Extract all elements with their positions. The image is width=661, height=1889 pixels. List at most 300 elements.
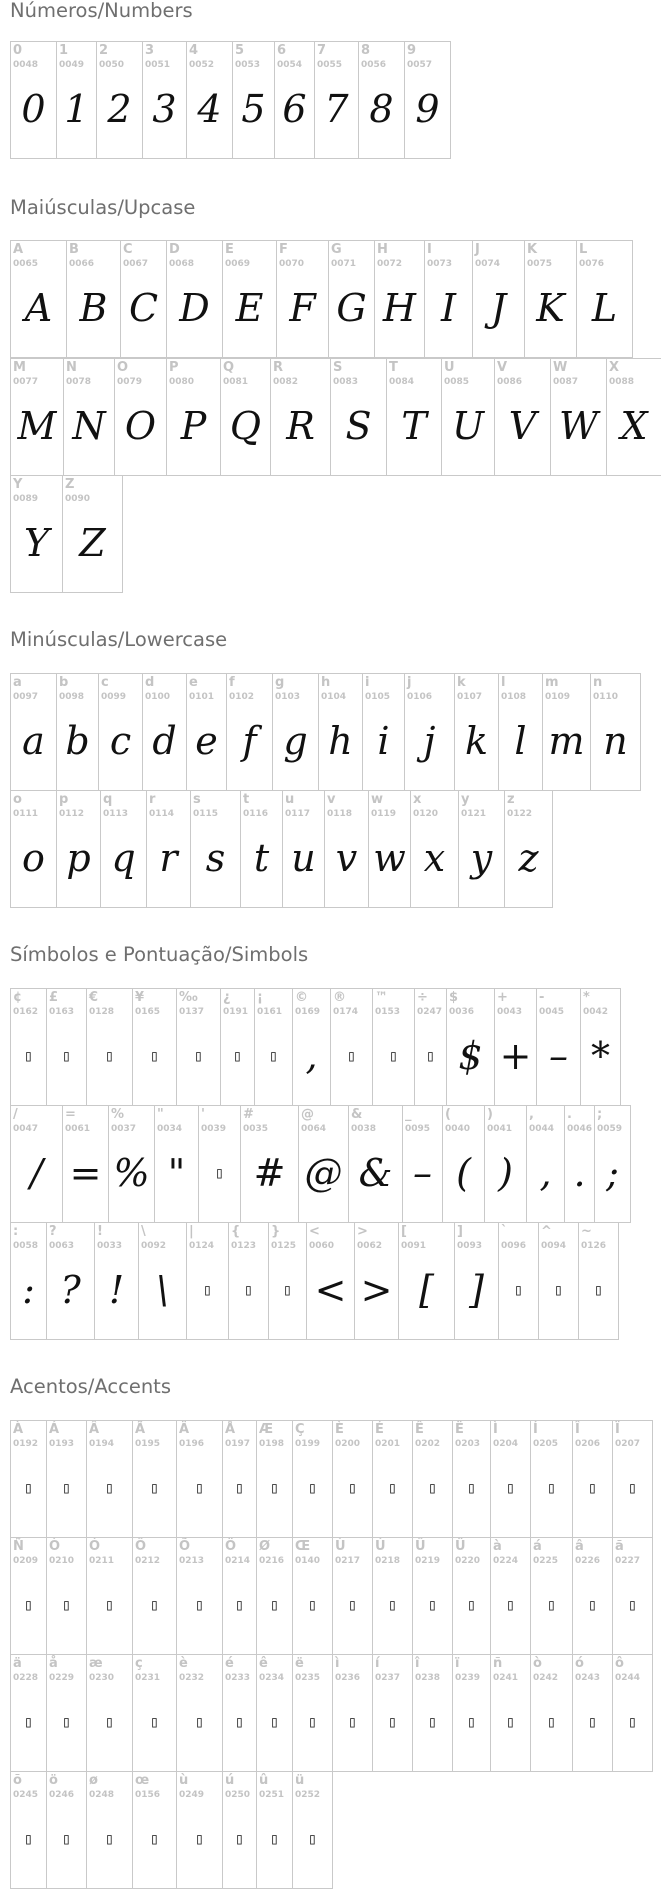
glyph-code-label: 0116 (243, 809, 269, 819)
glyph-code-label: 0052 (189, 60, 215, 70)
glyph-sample: 6 (282, 87, 307, 131)
glyph-code-label: 0090 (65, 494, 91, 504)
glyph-character-label: G (331, 242, 342, 257)
missing-glyph-box: ▯ (104, 1478, 115, 1497)
glyph-sample: B (79, 286, 108, 330)
glyph-character-label: W (553, 360, 568, 375)
glyph-character-label: ã (615, 1539, 624, 1554)
glyph-character-label: R (273, 360, 284, 375)
glyph-character-label: Ú (375, 1539, 386, 1554)
glyph-code-label: 0229 (49, 1673, 75, 1683)
glyph-sample: E (235, 286, 264, 330)
glyph-character-label: % (111, 1107, 125, 1122)
missing-glyph-box: ▯ (387, 1595, 398, 1614)
glyph-code-label: 0238 (415, 1673, 441, 1683)
glyph-code-label: 0093 (457, 1241, 483, 1251)
glyph-character-label: À (13, 1422, 24, 1437)
glyph-code-label: 0057 (407, 60, 433, 70)
glyph-cell (564, 1105, 595, 1223)
glyph-character-label: B (69, 242, 79, 257)
glyph-character-label: H (377, 242, 388, 257)
glyph-code-label: 0247 (417, 1007, 443, 1017)
glyph-cell (10, 1654, 47, 1772)
glyph-sample: h (328, 719, 353, 763)
glyph-sample: k (464, 719, 489, 763)
glyph-character-label: + (497, 990, 508, 1005)
missing-glyph-box: ▯ (234, 1478, 245, 1497)
glyph-sample: v (335, 836, 358, 880)
glyph-cell (372, 988, 415, 1106)
glyph-sample: l (514, 719, 527, 763)
glyph-character-label: ó (575, 1656, 584, 1671)
glyph-character-label: J (475, 242, 480, 257)
glyph-character-label: æ (89, 1656, 103, 1671)
missing-glyph-box: ▯ (427, 1712, 438, 1731)
glyph-character-label: É (375, 1422, 384, 1437)
glyph-cell (318, 673, 363, 791)
missing-glyph-box: ▯ (23, 1046, 34, 1065)
glyph-cell (276, 240, 329, 358)
glyph-sample: W (558, 404, 599, 448)
glyph-character-label: g (275, 675, 285, 690)
glyph-sample: < (314, 1268, 347, 1312)
glyph-character-label: œ (135, 1773, 150, 1788)
section-title-simbolos-e-pontuacao-simbols: Símbolos e Pontuação/Simbols (10, 943, 309, 966)
glyph-code-label: 0064 (301, 1124, 327, 1134)
glyph-character-label: Õ (179, 1539, 191, 1554)
glyph-sample: – (549, 1034, 568, 1078)
glyph-cell (490, 1654, 531, 1772)
glyph-sample: 4 (197, 87, 222, 131)
glyph-code-label: 0205 (533, 1439, 559, 1449)
glyph-sample: C (128, 286, 159, 330)
glyph-cell (358, 41, 405, 159)
glyph-character-label: Á (49, 1422, 60, 1437)
glyph-code-label: 0082 (273, 377, 299, 387)
glyph-character-label: f (229, 675, 235, 690)
glyph-code-label: 0099 (101, 692, 127, 702)
glyph-cell (232, 41, 275, 159)
glyph-character-label: \ (141, 1224, 146, 1239)
glyph-character-label: ô (615, 1656, 624, 1671)
glyph-cell (490, 1537, 531, 1655)
glyph-code-label: 0055 (317, 60, 343, 70)
glyph-cell (424, 240, 473, 358)
glyph-character-label: Ö (225, 1539, 237, 1554)
glyph-cell (572, 1654, 613, 1772)
glyph-code-label: 0239 (455, 1673, 481, 1683)
glyph-code-label: 0049 (59, 60, 85, 70)
glyph-code-label: 0058 (13, 1241, 39, 1251)
glyph-code-label: 0192 (13, 1439, 39, 1449)
glyph-character-label: ? (49, 1224, 57, 1239)
glyph-cell (120, 240, 167, 358)
glyph-cell (274, 41, 315, 159)
glyph-character-label: S (333, 360, 343, 375)
glyph-code-label: 0042 (583, 1007, 609, 1017)
missing-glyph-box: ▯ (346, 1046, 357, 1065)
glyph-character-label: ¡ (257, 990, 263, 1005)
glyph-code-label: 0091 (401, 1241, 427, 1251)
glyph-code-label: 0041 (487, 1124, 513, 1134)
glyph-character-label: Ê (415, 1422, 424, 1437)
missing-glyph-box: ▯ (553, 1280, 564, 1299)
glyph-character-label: m (545, 675, 559, 690)
glyph-character-label: ì (335, 1656, 340, 1671)
glyph-cell (10, 673, 57, 791)
glyph-cell (176, 1654, 223, 1772)
glyph-code-label: 0244 (615, 1673, 641, 1683)
glyph-sample: x (423, 836, 446, 880)
glyph-code-label: 0165 (135, 1007, 161, 1017)
glyph-sample: o (22, 836, 45, 880)
glyph-sample: + (499, 1034, 532, 1078)
glyph-sample: r (159, 836, 178, 880)
glyph-character-label: a (13, 675, 22, 690)
glyph-cell (176, 988, 221, 1106)
glyph-cell (46, 988, 87, 1106)
glyph-cell (176, 1420, 223, 1538)
glyph-character-label: ç (135, 1656, 143, 1671)
glyph-character-label: ` (501, 1224, 508, 1239)
glyph-code-label: 0077 (13, 377, 39, 387)
glyph-character-label: j (407, 675, 412, 690)
missing-glyph-box: ▯ (268, 1046, 279, 1065)
glyph-code-label: 0125 (271, 1241, 297, 1251)
glyph-cell (146, 790, 191, 908)
glyph-code-label: 0054 (277, 60, 303, 70)
glyph-character-label: L (579, 242, 588, 257)
glyph-cell (398, 1222, 455, 1340)
glyph-sample: G (336, 286, 367, 330)
glyph-cell (46, 1537, 87, 1655)
glyph-sample: 5 (241, 87, 266, 131)
glyph-code-label: 0243 (575, 1673, 601, 1683)
glyph-code-label: 0212 (135, 1556, 161, 1566)
glyph-code-label: 0197 (225, 1439, 251, 1449)
glyph-character-label: ™ (375, 990, 388, 1005)
glyph-code-label: 0115 (193, 809, 219, 819)
glyph-code-label: 0246 (49, 1790, 75, 1800)
missing-glyph-box: ▯ (513, 1280, 524, 1299)
glyph-code-label: 0067 (123, 259, 149, 269)
glyph-sample: 8 (369, 87, 394, 131)
glyph-sample: M (17, 404, 57, 448)
glyph-character-label: å (49, 1656, 58, 1671)
missing-glyph-box: ▯ (269, 1712, 280, 1731)
glyph-sample: ( (456, 1151, 471, 1195)
glyph-code-label: 0089 (13, 494, 39, 504)
glyph-code-label: 0232 (179, 1673, 205, 1683)
glyph-character-label: ñ (493, 1656, 503, 1671)
glyph-cell (66, 240, 121, 358)
glyph-cell (10, 358, 64, 476)
glyph-sample: / (30, 1151, 43, 1195)
glyph-cell (484, 1105, 527, 1223)
glyph-character-label: q (103, 792, 113, 807)
missing-glyph-box: ▯ (505, 1712, 516, 1731)
glyph-cell (472, 240, 525, 358)
glyph-character-label: í (375, 1656, 380, 1671)
glyph-code-label: 0191 (223, 1007, 249, 1017)
missing-glyph-box: ▯ (269, 1595, 280, 1614)
glyph-code-label: 0060 (309, 1241, 335, 1251)
glyph-code-label: 0227 (615, 1556, 641, 1566)
glyph-character-label: ¢ (13, 990, 23, 1005)
glyph-cell (550, 358, 607, 476)
glyph-sample: ] (469, 1268, 484, 1312)
glyph-code-label: 0117 (285, 809, 311, 819)
glyph-character-label: ‰ (179, 990, 198, 1005)
missing-glyph-box: ▯ (194, 1478, 205, 1497)
missing-glyph-box: ▯ (546, 1595, 557, 1614)
glyph-character-label: _ (405, 1107, 412, 1122)
missing-glyph-box: ▯ (307, 1712, 318, 1731)
glyph-code-label: 0217 (335, 1556, 361, 1566)
glyph-code-label: 0101 (189, 692, 215, 702)
glyph-sample: P (180, 404, 207, 448)
glyph-code-label: 0112 (59, 809, 85, 819)
glyph-cell (10, 1222, 47, 1340)
section-title-minusculas-lowercase: Minúsculas/Lowercase (10, 628, 228, 651)
glyph-sample: a (22, 719, 45, 763)
glyph-character-label: * (583, 990, 590, 1005)
glyph-character-label: ê (259, 1656, 268, 1671)
glyph-cell (612, 1537, 653, 1655)
glyph-code-label: 0081 (223, 377, 249, 387)
glyph-character-label: Ü (455, 1539, 466, 1554)
glyph-cell (114, 358, 167, 476)
glyph-cell (96, 41, 143, 159)
missing-glyph-box: ▯ (104, 1829, 115, 1848)
glyph-character-label: Î (575, 1422, 580, 1437)
glyph-code-label: 0235 (295, 1673, 321, 1683)
glyph-cell (314, 41, 359, 159)
glyph-cell (348, 1105, 403, 1223)
glyph-sample: = (69, 1151, 102, 1195)
glyph-sample: ! (108, 1268, 125, 1312)
glyph-code-label: 0216 (259, 1556, 285, 1566)
missing-glyph-box: ▯ (587, 1712, 598, 1731)
glyph-code-label: 0097 (13, 692, 39, 702)
glyph-character-label: . (567, 1107, 572, 1122)
glyph-cell (572, 1537, 613, 1655)
glyph-code-label: 0033 (97, 1241, 123, 1251)
missing-glyph-box: ▯ (232, 1046, 243, 1065)
glyph-cell (414, 988, 447, 1106)
glyph-sample: F (289, 286, 316, 330)
glyph-character-label: " (157, 1107, 164, 1122)
missing-glyph-box: ▯ (593, 1280, 604, 1299)
glyph-character-label: @ (301, 1107, 314, 1122)
glyph-character-label: 6 (277, 43, 287, 58)
glyph-code-label: 0100 (145, 692, 171, 702)
missing-glyph-box: ▯ (193, 1046, 204, 1065)
glyph-cell (86, 1771, 133, 1889)
glyph-code-label: 0071 (331, 259, 357, 269)
glyph-cell (86, 988, 133, 1106)
glyph-character-label: ] (457, 1224, 463, 1239)
missing-glyph-box: ▯ (505, 1595, 516, 1614)
glyph-code-label: 0113 (103, 809, 129, 819)
glyph-code-label: 0092 (141, 1241, 167, 1251)
missing-glyph-box: ▯ (23, 1712, 34, 1731)
missing-glyph-box: ▯ (149, 1829, 160, 1848)
glyph-code-label: 0094 (541, 1241, 567, 1251)
glyph-sample: f (242, 719, 257, 763)
glyph-character-label: & (351, 1107, 363, 1122)
glyph-code-label: 0105 (365, 692, 391, 702)
glyph-character-label: Ï (615, 1422, 620, 1437)
glyph-character-label: Q (223, 360, 235, 375)
glyph-code-label: 0120 (413, 809, 439, 819)
glyph-cell (524, 240, 577, 358)
glyph-sample: – (413, 1151, 432, 1195)
glyph-character-label: y (461, 792, 470, 807)
glyph-code-label: 0226 (575, 1556, 601, 1566)
glyph-cell (132, 1537, 177, 1655)
glyph-cell (454, 673, 499, 791)
glyph-code-label: 0198 (259, 1439, 285, 1449)
glyph-sample: d (152, 719, 177, 763)
glyph-character-label: ¿ (223, 990, 231, 1005)
glyph-character-label: b (59, 675, 69, 690)
glyph-cell (62, 475, 123, 593)
glyph-character-label: à (493, 1539, 502, 1554)
glyph-code-label: 0056 (361, 60, 387, 70)
glyph-code-label: 0203 (455, 1439, 481, 1449)
glyph-code-label: 0195 (135, 1439, 161, 1449)
glyph-code-label: 0228 (13, 1673, 39, 1683)
glyph-code-label: 0196 (179, 1439, 205, 1449)
missing-glyph-box: ▯ (307, 1829, 318, 1848)
missing-glyph-box: ▯ (466, 1712, 477, 1731)
glyph-sample: N (72, 404, 106, 448)
glyph-character-label: ù (179, 1773, 189, 1788)
glyph-cell (62, 1105, 109, 1223)
glyph-character-label: v (327, 792, 336, 807)
glyph-cell (154, 1105, 199, 1223)
glyph-code-label: 0061 (65, 1124, 91, 1134)
glyph-cell (10, 475, 63, 593)
glyph-code-label: 0207 (615, 1439, 641, 1449)
glyph-cell (494, 988, 537, 1106)
glyph-character-label: Ñ (13, 1539, 24, 1554)
glyph-cell (412, 1654, 453, 1772)
glyph-character-label: È (335, 1422, 344, 1437)
glyph-character-label: ! (97, 1224, 103, 1239)
glyph-character-label: ' (201, 1107, 205, 1122)
glyph-code-label: 0163 (49, 1007, 75, 1017)
glyph-character-label: ^ (541, 1224, 552, 1239)
missing-glyph-box: ▯ (61, 1046, 72, 1065)
glyph-cell (100, 790, 147, 908)
glyph-cell (386, 358, 442, 476)
glyph-code-label: 0108 (501, 692, 527, 702)
glyph-character-label: è (179, 1656, 188, 1671)
glyph-cell (98, 673, 143, 791)
glyph-cell (372, 1537, 413, 1655)
glyph-character-label: c (101, 675, 109, 690)
glyph-cell (372, 1420, 413, 1538)
missing-glyph-box: ▯ (194, 1829, 205, 1848)
glyph-character-label: I (427, 242, 432, 257)
glyph-character-label: ( (445, 1107, 451, 1122)
glyph-code-label: 0204 (493, 1439, 519, 1449)
glyph-cell (292, 988, 331, 1106)
glyph-code-label: 0062 (357, 1241, 383, 1251)
glyph-code-label: 0153 (375, 1007, 401, 1017)
glyph-code-label: 0095 (405, 1124, 431, 1134)
glyph-character-label: Z (65, 477, 75, 492)
missing-glyph-box: ▯ (587, 1478, 598, 1497)
glyph-character-label: ü (295, 1773, 305, 1788)
glyph-code-label: 0070 (279, 259, 305, 269)
glyph-cell (186, 673, 227, 791)
glyph-code-label: 0194 (89, 1439, 115, 1449)
glyph-character-label: z (507, 792, 515, 807)
glyph-cell (324, 790, 369, 908)
glyph-character-label: M (13, 360, 26, 375)
glyph-character-label: C (123, 242, 133, 257)
glyph-cell (10, 988, 47, 1106)
glyph-character-label: u (285, 792, 295, 807)
glyph-sample: U (451, 404, 485, 448)
glyph-code-label: 0200 (335, 1439, 361, 1449)
glyph-cell (490, 1420, 531, 1538)
glyph-cell (63, 358, 115, 476)
glyph-character-label: | (189, 1224, 194, 1239)
glyph-cell (452, 1420, 491, 1538)
glyph-code-label: 0063 (49, 1241, 75, 1251)
glyph-code-label: 0210 (49, 1556, 75, 1566)
glyph-code-label: 0123 (231, 1241, 257, 1251)
glyph-character-label: x (413, 792, 422, 807)
missing-glyph-box: ▯ (243, 1280, 254, 1299)
missing-glyph-box: ▯ (104, 1595, 115, 1614)
glyph-cell (10, 790, 57, 908)
glyph-code-label: 0199 (295, 1439, 321, 1449)
glyph-cell (46, 1420, 87, 1538)
glyph-cell (132, 1771, 177, 1889)
missing-glyph-box: ▯ (61, 1478, 72, 1497)
glyph-character-label: E (225, 242, 234, 257)
glyph-sample: b (65, 719, 90, 763)
glyph-cell (142, 673, 187, 791)
glyph-code-label: 0034 (157, 1124, 183, 1134)
glyph-character-label: ¥ (135, 990, 145, 1005)
glyph-character-label: 4 (189, 43, 199, 58)
glyph-cell (292, 1537, 333, 1655)
glyph-character-label: Â (89, 1422, 100, 1437)
glyph-cell (372, 1654, 413, 1772)
glyph-sample: q (111, 836, 136, 880)
glyph-cell (220, 358, 271, 476)
glyph-sample: L (591, 286, 618, 330)
glyph-cell (190, 790, 241, 908)
missing-glyph-box: ▯ (149, 1712, 160, 1731)
glyph-character-label: ® (333, 990, 346, 1005)
section-title-acentos-accents: Acentos/Accents (10, 1375, 171, 1398)
glyph-code-label: 0251 (259, 1790, 285, 1800)
glyph-character-label: d (145, 675, 155, 690)
glyph-code-label: 0102 (229, 692, 255, 702)
glyph-character-label: > (357, 1224, 368, 1239)
glyph-sample: 1 (64, 87, 89, 131)
glyph-code-label: 0043 (497, 1007, 523, 1017)
glyph-code-label: 0231 (135, 1673, 161, 1683)
glyph-sample: p (66, 836, 91, 880)
